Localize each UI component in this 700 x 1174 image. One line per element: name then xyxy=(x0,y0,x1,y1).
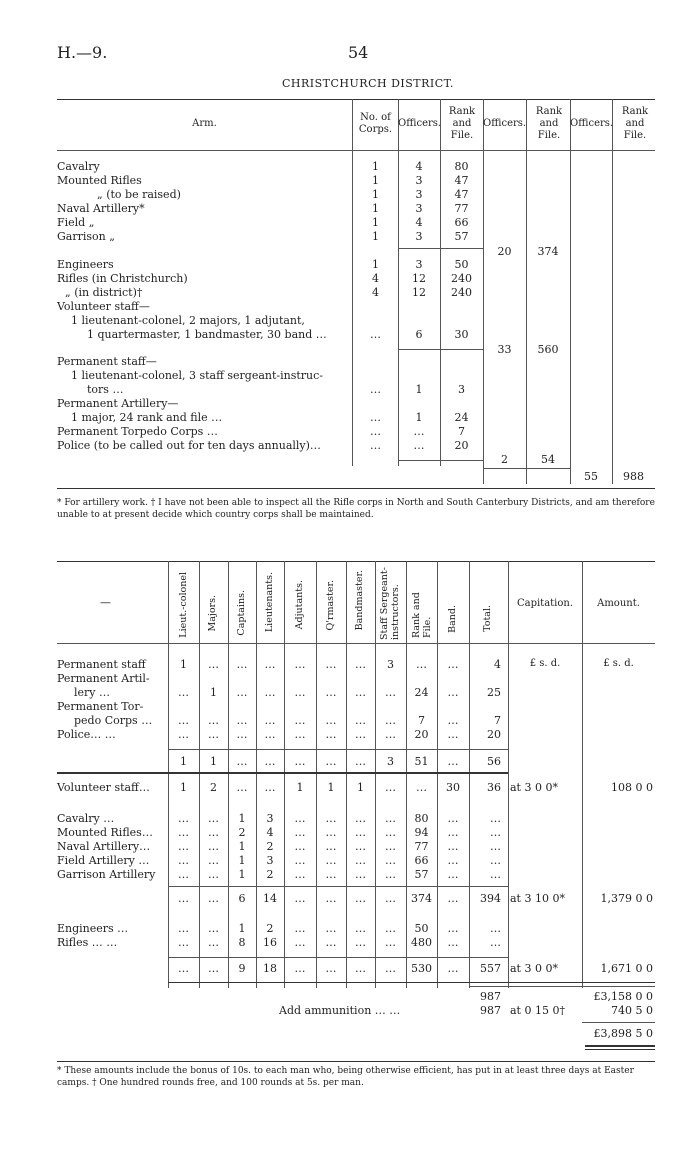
table-cell: … xyxy=(264,714,276,727)
table-cell: 1 xyxy=(327,781,335,794)
table-cell: … xyxy=(178,868,189,881)
table-row xyxy=(0,922,700,936)
table-cell: … xyxy=(447,826,459,839)
table-cell: … xyxy=(294,658,306,671)
table-cell: … xyxy=(385,781,396,794)
table-cell: 1 xyxy=(180,755,187,768)
table-cell: 24 xyxy=(414,686,429,699)
table-cell: 8 xyxy=(238,936,246,949)
table-cell: … xyxy=(325,854,337,867)
table-row xyxy=(0,892,700,906)
table-cell: 2 xyxy=(266,840,274,853)
table-cell: … xyxy=(294,728,306,741)
table-row: Naval Artillery* 1 3 77 xyxy=(57,202,469,215)
table-cell: 2 xyxy=(210,781,217,794)
t1-subtotal-1-officers: 20 xyxy=(497,245,512,258)
t1-footnote: * For artillery work. † I have not been able to inspect all the Rifle corps in North and South Canterbury Districts, and am therefore unable to at present decide which country corps shall be maintained. xyxy=(57,498,655,520)
table-cell: … xyxy=(447,892,459,905)
table-cell: … xyxy=(325,922,337,935)
t1-hdr-rf-2: Rank and File. xyxy=(535,106,563,141)
table-cell: 1 xyxy=(180,781,187,794)
table-row xyxy=(0,728,700,742)
table-cell: … xyxy=(447,868,459,881)
table-cell: 77 xyxy=(414,840,429,853)
table-cell: 1 xyxy=(238,868,246,881)
table-cell: 9 xyxy=(238,962,246,975)
table-cell: … xyxy=(447,854,459,867)
table-cell: … xyxy=(294,755,306,768)
table-cell: 51 xyxy=(414,755,429,768)
table-cell: … xyxy=(264,658,276,671)
table-cell: … xyxy=(355,728,366,741)
capitation-cell: at 3 0 0* xyxy=(510,781,558,794)
table-cell: 6 xyxy=(238,892,246,905)
t2-hdr-adjutants: Adjutants. xyxy=(294,580,305,630)
table-cell: … xyxy=(264,728,276,741)
table-cell: … xyxy=(385,962,396,975)
table-cell: … xyxy=(178,922,189,935)
t2-sum-amount: £3,158 0 0 xyxy=(593,990,653,1003)
table-row: 1 lieutenant-colonel, 3 staff sergeant-instruc- xyxy=(71,369,324,382)
table-row xyxy=(0,962,700,976)
table-cell: … xyxy=(490,868,501,881)
table-cell: … xyxy=(208,714,219,727)
t2-ammo-label: Add ammunition … … xyxy=(279,1004,401,1017)
table-cell: … xyxy=(355,812,366,825)
table-row xyxy=(0,658,700,672)
table-cell: … xyxy=(325,826,337,839)
table-row xyxy=(0,755,700,769)
table-cell: 56 xyxy=(487,755,501,768)
table-cell: 36 xyxy=(487,781,501,794)
table-cell: 16 xyxy=(263,936,277,949)
table-row: Cavalry 1 4 80 xyxy=(57,160,469,173)
table-row: Permanent Artillery— xyxy=(57,397,179,410)
table-row: Volunteer staff— xyxy=(57,300,150,313)
row-label: Naval Artillery… xyxy=(57,840,151,853)
capitation-cell: at 3 10 0* xyxy=(510,892,565,905)
table-cell: 1 xyxy=(296,781,304,794)
table-row xyxy=(0,854,700,868)
t2-grand-total: £3,898 5 0 xyxy=(593,1027,653,1040)
table-cell: 7 xyxy=(494,714,501,727)
table-row: Engineers 1 3 50 xyxy=(57,258,469,271)
table-cell: 530 xyxy=(411,962,432,975)
table-cell: … xyxy=(447,686,459,699)
t2-amt-units: £ s. d. xyxy=(603,658,634,669)
t1-total-rf: 988 xyxy=(623,470,644,483)
t2-ammo-total: 987 xyxy=(480,1004,501,1017)
table-cell: 1 xyxy=(238,812,246,825)
row-label: Volunteer staff… xyxy=(57,781,150,794)
table-cell: … xyxy=(208,962,219,975)
table-cell: … xyxy=(355,936,366,949)
table-cell: … xyxy=(490,922,501,935)
table-row: tors … … 1 3 xyxy=(87,383,465,396)
row-label: Permanent staff xyxy=(57,658,146,671)
table-cell: 25 xyxy=(487,686,501,699)
table-cell: … xyxy=(447,658,459,671)
t2-sum-total: 987 xyxy=(480,990,501,1003)
table-cell: 394 xyxy=(480,892,501,905)
table-cell: … xyxy=(208,854,219,867)
table-cell: … xyxy=(178,936,189,949)
t2-hdr-captains: Captains. xyxy=(236,590,247,636)
table-cell: … xyxy=(294,936,306,949)
table-cell: 3 xyxy=(266,854,274,867)
t1-subtotal-2-rf: 560 xyxy=(537,343,559,356)
table-cell: … xyxy=(385,892,396,905)
table-cell: 4 xyxy=(266,826,274,839)
table-cell: 94 xyxy=(414,826,429,839)
table-cell: 1 xyxy=(180,658,187,671)
table-cell: 1 xyxy=(210,686,217,699)
table-row xyxy=(0,812,700,826)
t1-hdr-rf-3: Rank and File. xyxy=(621,106,649,141)
table-cell: 2 xyxy=(266,922,274,935)
t2-ammo-amount: 740 5 0 xyxy=(611,1004,653,1017)
row-label: Police… … xyxy=(57,728,116,741)
table-cell: … xyxy=(208,922,219,935)
table-cell: … xyxy=(178,714,189,727)
table-cell: … xyxy=(325,812,337,825)
table-cell: … xyxy=(236,755,248,768)
row-label: Rifles … … xyxy=(57,936,118,949)
row-label: pedo Corps … xyxy=(74,714,153,727)
table-cell: … xyxy=(178,686,189,699)
table-cell: 18 xyxy=(263,962,277,975)
table-cell: … xyxy=(490,812,501,825)
amount-cell: 1,671 0 0 xyxy=(600,962,653,975)
table-cell: 3 xyxy=(387,755,394,768)
table-cell: … xyxy=(294,686,306,699)
table-row xyxy=(0,686,700,700)
table-cell: … xyxy=(294,812,306,825)
amount-cell: 1,379 0 0 xyxy=(600,892,653,905)
t2-hdr-total: Total. xyxy=(482,605,493,632)
t1-hdr-officers-2: Officers. xyxy=(483,118,527,129)
t1-subtotal-2-officers: 33 xyxy=(497,343,512,356)
row-label: Permanent Tor- xyxy=(57,700,144,713)
t2-hdr-majors: Majors. xyxy=(207,595,218,632)
table-cell: 2 xyxy=(238,826,246,839)
table-cell: … xyxy=(294,826,306,839)
table-cell: 80 xyxy=(414,812,429,825)
t2-hdr-bandmaster: Bandmaster. xyxy=(354,570,365,631)
table-row: 1 quartermaster, 1 bandmaster, 30 band … … 6 30 xyxy=(87,328,469,341)
table-cell: … xyxy=(208,936,219,949)
table-cell: … xyxy=(385,868,396,881)
table-cell: … xyxy=(236,686,248,699)
table-cell: 30 xyxy=(446,781,460,794)
table-cell: 50 xyxy=(414,922,429,935)
table-cell: … xyxy=(178,892,189,905)
table-cell: … xyxy=(355,714,366,727)
table-cell: … xyxy=(490,854,501,867)
table-cell: … xyxy=(236,781,248,794)
table-cell: … xyxy=(490,936,501,949)
table-row: Permanent Torpedo Corps … … … 7 xyxy=(57,425,465,438)
table-row: 1 lieutenant-colonel, 2 majors, 1 adjutant, xyxy=(71,314,305,327)
table-cell: … xyxy=(208,728,219,741)
table-cell: … xyxy=(490,826,501,839)
table-cell: 14 xyxy=(263,892,277,905)
table-cell: … xyxy=(208,658,219,671)
t2-hdr-lieut-colonel: Lieut.-colonel xyxy=(178,572,189,638)
table-cell: … xyxy=(355,868,366,881)
table-row xyxy=(0,672,700,686)
table-cell: … xyxy=(325,840,337,853)
table-cell: … xyxy=(385,840,396,853)
table-cell: … xyxy=(325,686,337,699)
table-cell: … xyxy=(294,868,306,881)
capitation-cell: at 3 0 0* xyxy=(510,962,558,975)
table-cell: 7 xyxy=(418,714,425,727)
table-cell: … xyxy=(416,781,427,794)
table-cell: 57 xyxy=(414,868,429,881)
table-cell: … xyxy=(325,714,337,727)
table-cell: … xyxy=(325,936,337,949)
row-label: Garrison Artillery xyxy=(57,868,156,881)
t2-hdr-staff-sergeant: Staff Sergeant-instructors. xyxy=(379,567,401,640)
t1-hdr-officers-1: Officers. xyxy=(398,118,442,129)
table-row xyxy=(0,700,700,714)
table-cell: … xyxy=(447,962,459,975)
table-cell: … xyxy=(264,755,276,768)
table-row: „ (to be raised) 1 3 47 xyxy=(97,188,469,201)
table-cell: … xyxy=(294,892,306,905)
table-cell: … xyxy=(294,714,306,727)
table-cell: … xyxy=(208,868,219,881)
table-cell: … xyxy=(355,686,366,699)
t2-hdr-lieutenants: Lieutenants. xyxy=(264,572,275,633)
table-row xyxy=(0,868,700,882)
table-row xyxy=(0,936,700,950)
table-cell: … xyxy=(294,854,306,867)
table-cell: … xyxy=(355,892,366,905)
t2-ammo-capitation: at 0 15 0† xyxy=(510,1004,565,1017)
t2-hdr-rank-file: Rank and File. xyxy=(411,592,433,638)
table-cell: … xyxy=(208,812,219,825)
table-cell: … xyxy=(294,922,306,935)
table-row xyxy=(0,781,700,795)
table-cell: 1 xyxy=(210,755,217,768)
t2-hdr-capitation: Capitation. xyxy=(516,598,574,609)
t1-subtotal-1-rf: 374 xyxy=(537,245,559,258)
table-cell: 374 xyxy=(411,892,432,905)
table-cell: … xyxy=(325,892,337,905)
table-cell: … xyxy=(385,812,396,825)
table-row: 1 major, 24 rank and file … … 1 24 xyxy=(71,411,469,424)
table-cell: … xyxy=(385,686,396,699)
table-cell: … xyxy=(355,922,366,935)
t2-cap-units: £ s. d. xyxy=(529,658,561,669)
table-row: Mounted Rifles 1 3 47 xyxy=(57,174,469,187)
table-cell: … xyxy=(385,854,396,867)
table-cell: … xyxy=(264,686,276,699)
table-cell: 20 xyxy=(414,728,429,741)
table-cell: … xyxy=(208,840,219,853)
table-cell: … xyxy=(178,840,189,853)
table-cell: … xyxy=(416,658,427,671)
table-cell: … xyxy=(355,854,366,867)
table-cell: 20 xyxy=(487,728,501,741)
t2-hdr-band: Band. xyxy=(447,605,458,633)
table-cell: … xyxy=(208,826,219,839)
table-cell: … xyxy=(385,922,396,935)
table-cell: … xyxy=(236,714,248,727)
table-cell: 557 xyxy=(480,962,501,975)
table-cell: 3 xyxy=(387,658,394,671)
table-row: Garrison „ 1 3 57 xyxy=(57,230,469,243)
table-cell: 2 xyxy=(266,868,274,881)
table-cell: … xyxy=(490,840,501,853)
table-row xyxy=(0,840,700,854)
table-cell: 1 xyxy=(238,922,246,935)
amount-cell: 108 0 0 xyxy=(611,781,653,794)
table-cell: … xyxy=(178,962,189,975)
table-row: Police (to be called out for ten days annually)… … … 20 xyxy=(57,439,469,452)
t1-total-officers: 55 xyxy=(584,470,598,483)
t2-hdr-amount: Amount. xyxy=(597,598,640,609)
table-cell: 480 xyxy=(411,936,432,949)
table-cell: … xyxy=(355,826,366,839)
table-cell: … xyxy=(447,812,459,825)
table-cell: … xyxy=(178,854,189,867)
table-cell: … xyxy=(325,962,337,975)
row-label: Cavalry … xyxy=(57,812,115,825)
table-row: Field „ 1 4 66 xyxy=(57,216,469,229)
t1-hdr-rf-1: Rank and File. xyxy=(448,106,476,141)
t1-hdr-corps: No. of Corps. xyxy=(358,112,393,135)
table-cell: … xyxy=(355,840,366,853)
table-cell: 1 xyxy=(238,854,246,867)
table-cell: … xyxy=(325,728,337,741)
table-cell: … xyxy=(294,840,306,853)
table-cell: … xyxy=(178,826,189,839)
table-cell: … xyxy=(355,962,366,975)
table-cell: … xyxy=(178,812,189,825)
table-cell: … xyxy=(294,962,306,975)
table-row xyxy=(0,714,700,728)
row-label: Permanent Artil- xyxy=(57,672,150,685)
row-label: Field Artillery … xyxy=(57,854,150,867)
table-row xyxy=(0,826,700,840)
t2-hdr-qrmaster: Q'rmaster. xyxy=(325,580,336,631)
table-cell: … xyxy=(447,922,459,935)
table-cell: … xyxy=(208,892,219,905)
table-cell: … xyxy=(355,658,366,671)
table-cell: 1 xyxy=(238,840,246,853)
table-cell: 4 xyxy=(494,658,501,671)
table-cell: … xyxy=(385,728,396,741)
row-label: Mounted Rifles… xyxy=(57,826,153,839)
table-cell: … xyxy=(385,936,396,949)
t1-hdr-officers-3: Officers. xyxy=(570,118,614,129)
page-number: 54 xyxy=(348,43,369,62)
table-cell: … xyxy=(325,658,337,671)
t2-hdr-blank: — xyxy=(100,596,111,609)
table-cell: … xyxy=(447,755,459,768)
row-label: lery … xyxy=(74,686,110,699)
table-cell: … xyxy=(447,728,459,741)
table-cell: … xyxy=(447,936,459,949)
t1-subtotal-3-officers: 2 xyxy=(501,453,508,466)
table-cell: … xyxy=(447,840,459,853)
table-row: „ (in district)† 4 12 240 xyxy=(65,286,472,299)
table-row: Permanent staff— xyxy=(57,355,157,368)
page-code: H.—9. xyxy=(57,43,108,62)
district-title: CHRISTCHURCH DISTRICT. xyxy=(282,77,454,90)
t2-footnote: * These amounts include the bonus of 10s. to each man who, being otherwise efficient, has put in at least three days at Easter camps. † One hundred rounds free, and 100 rounds at 5s. per man. xyxy=(57,1066,634,1088)
t1-subtotal-3-rf: 54 xyxy=(541,453,555,466)
table-cell: … xyxy=(236,728,248,741)
table-cell: … xyxy=(447,714,459,727)
table-cell: 66 xyxy=(414,854,429,867)
table-cell: … xyxy=(385,826,396,839)
table-cell: … xyxy=(385,714,396,727)
table-cell: … xyxy=(355,755,366,768)
table-cell: 3 xyxy=(266,812,274,825)
table-cell: … xyxy=(325,755,337,768)
table-cell: … xyxy=(178,728,189,741)
row-label: Engineers … xyxy=(57,922,129,935)
table-cell: … xyxy=(264,781,276,794)
table-cell: … xyxy=(236,658,248,671)
table-cell: … xyxy=(325,868,337,881)
table-row: Rifles (in Christchurch) 4 12 240 xyxy=(57,272,472,285)
t1-hdr-arm: Arm. xyxy=(192,118,217,129)
table-cell: 1 xyxy=(357,781,364,794)
